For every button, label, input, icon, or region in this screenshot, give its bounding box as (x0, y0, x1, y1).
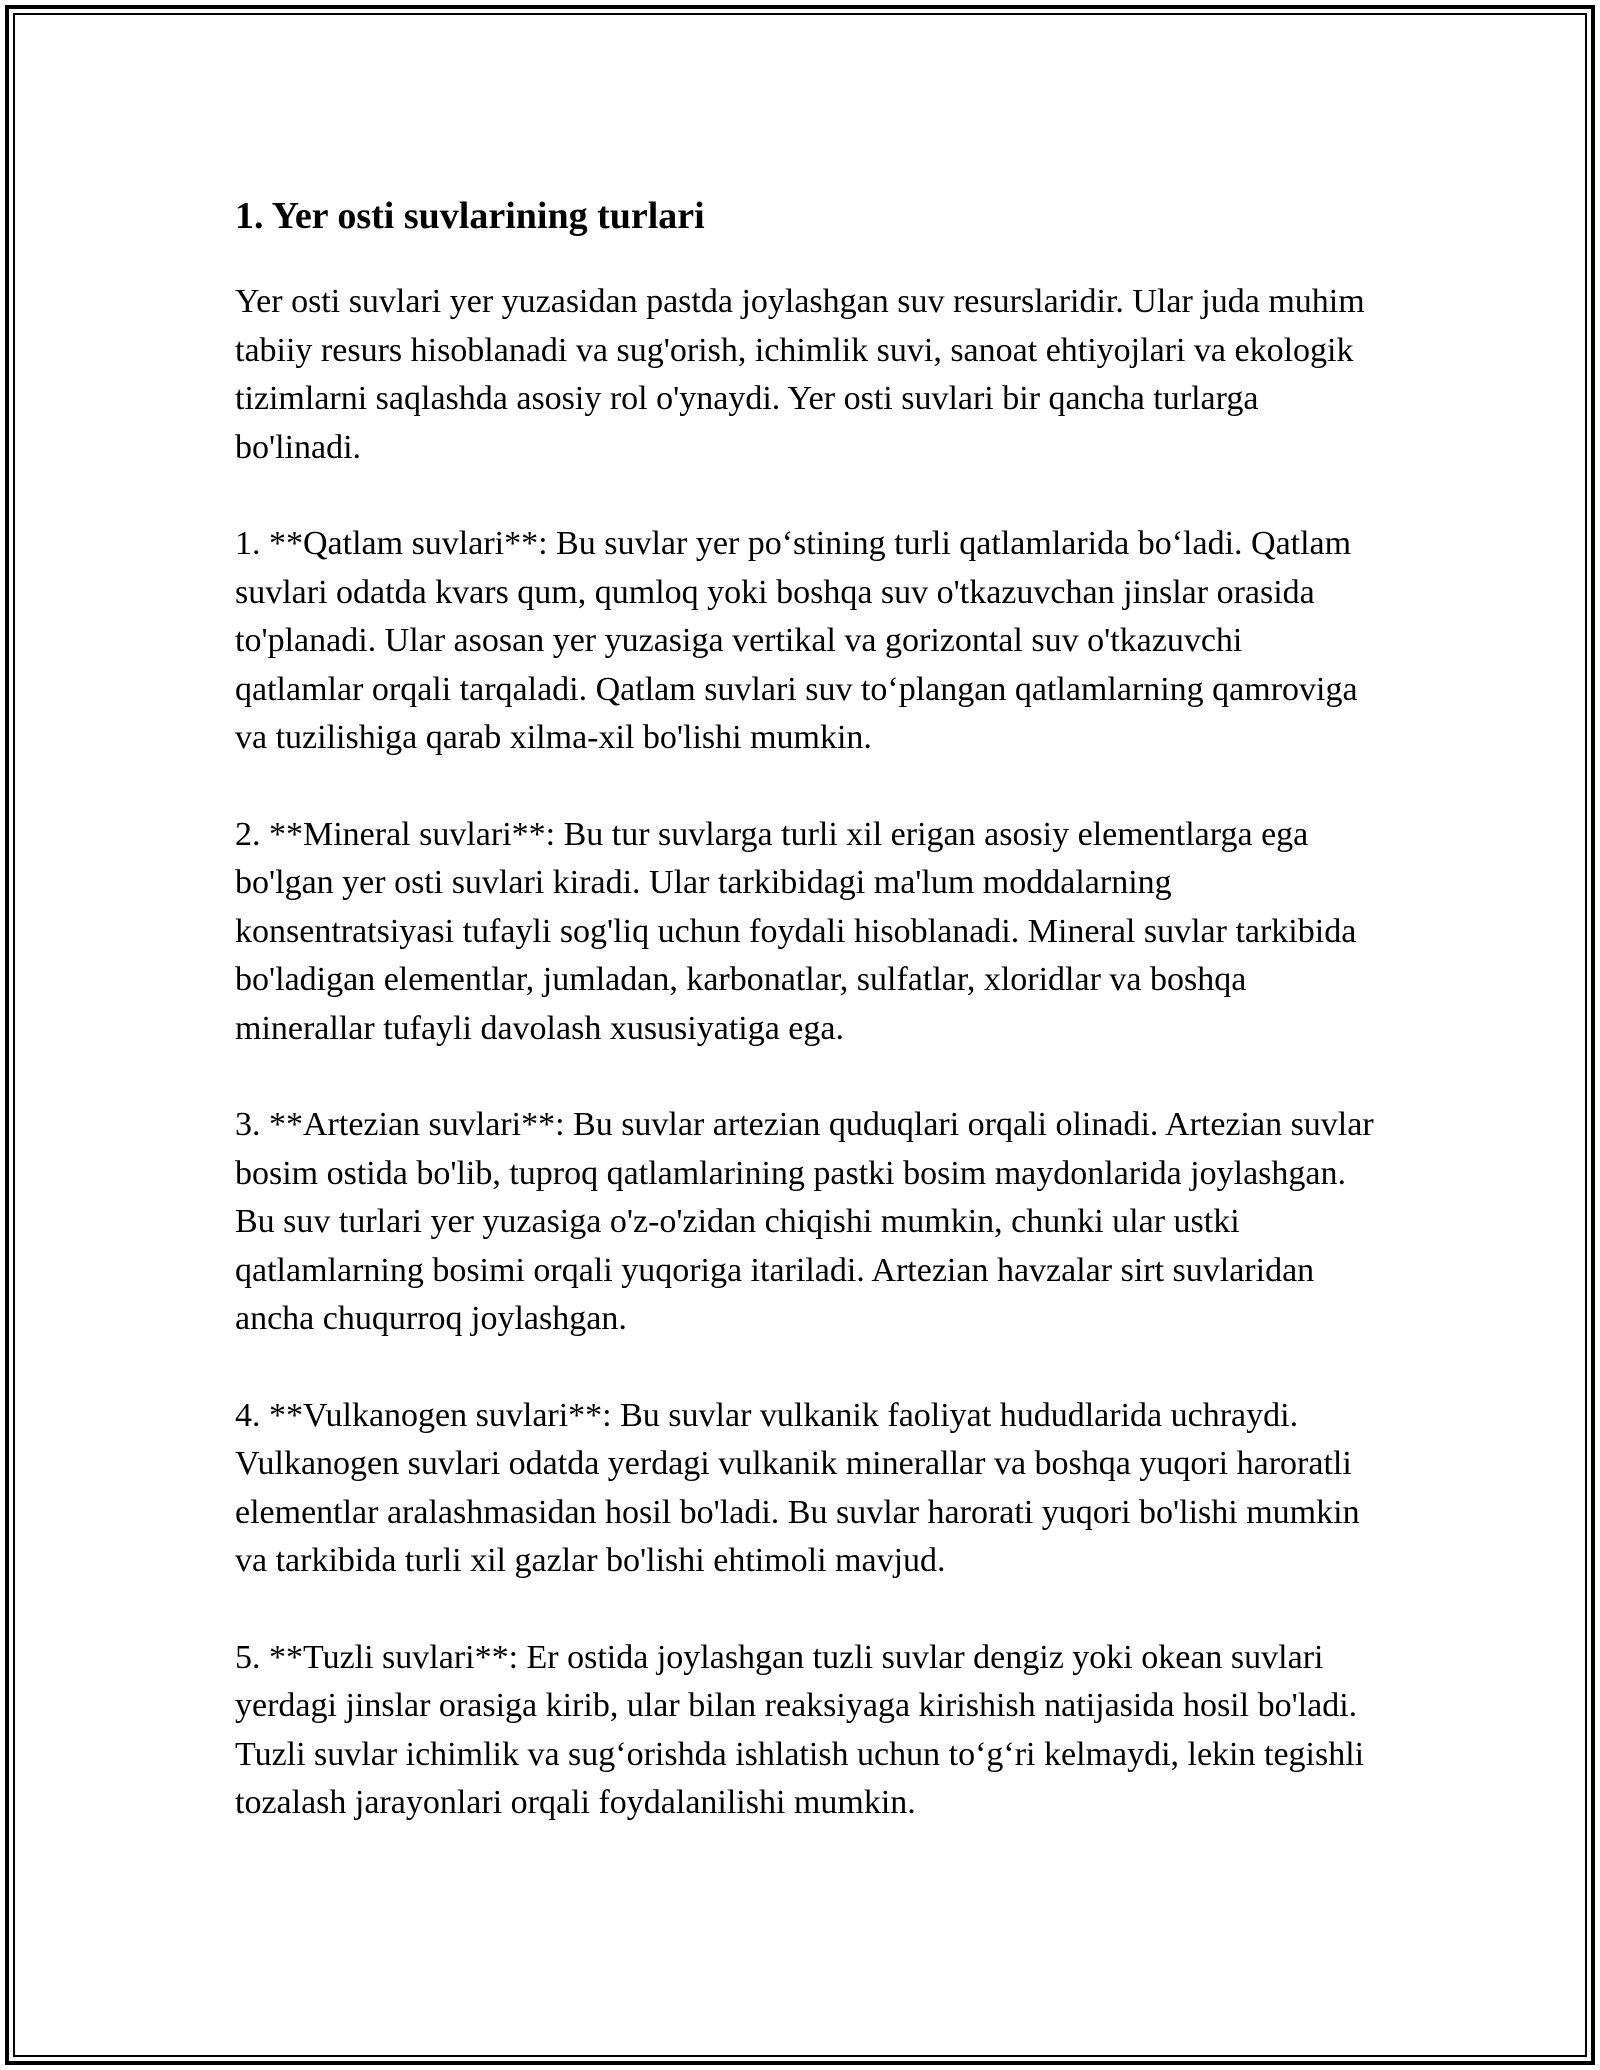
document-title: 1. Yer osti suvlarining turlari (235, 195, 705, 237)
intro-paragraph: Yer osti suvlari yer yuzasidan pastda joylashgan suv resurslaridir. Ular juda muhim tabiiy resurs hisoblanadi va sug'orish, ichimlik suvi, sanoat ehtiyojlari va ekologik tizimlarni saqlashda asosiy rol o'ynaydi. Yer osti suvlari bir qancha turlarga bo'linadi. (235, 283, 1365, 466)
document-body (235, 188, 1375, 1876)
paragraph-tuzli-suvlari: 5. **Tuzli suvlari**: Er ostida joylashgan tuzli suvlar dengiz yoki okean suvlari yerdagi jinslar orasiga kirib, ular bilan reaksiyaga kirishish natijasida hosil bo'ladi. Tuzli suvlar ichimlik va sug‘orishda ishlatish uchun to‘g‘ri kelmaydi, lekin tegishli tozalash jarayonlari orqali foydalanilishi mumkin. (235, 1638, 1365, 1821)
paragraph-mineral-suvlari: 2. **Mineral suvlari**: Bu tur suvlarga turli xil erigan asosiy elementlarga ega bo'lgan yer osti suvlari kiradi. Ular tarkibidagi ma'lum moddalarning konsentratsiyasi tufayli sog'liq uchun foydali hisoblanadi. Mineral suvlar tarkibida bo'ladigan elementlar, jumladan, karbonatlar, sulfatlar, xloridlar va boshqa minerallar tufayli davolash xususiyatiga ega. (235, 815, 1357, 1047)
paragraph-vulkanogen-suvlari: 4. **Vulkanogen suvlari**: Bu suvlar vulkanik faoliyat hududlarida uchraydi. Vulkanogen suvlari odatda yerdagi vulkanik minerallar va boshqa yuqori haroratli elementlar aralashmasidan hosil bo'ladi. Bu suvlar harorati yuqori bo'lishi mumkin va tarkibida turli xil gazlar bo'lishi ehtimoli mavjud. (235, 1396, 1360, 1579)
paragraph-artezian-suvlari: 3. **Artezian suvlari**: Bu suvlar artezian quduqlari orqali olinadi. Artezian suvlar bosim ostida bo'lib, tuproq qatlamlarining pastki bosim maydonlarida joylashgan. Bu suv turlari yer yuzasiga o'z-o'zidan chiqishi mumkin, chunki ular ustki qatlamlarning bosimi orqali yuqoriga itariladi. Artezian havzalar sirt suvlaridan ancha chuqurroq joylashgan. (235, 1106, 1374, 1337)
paragraph-qatlam-suvlari: 1. **Qatlam suvlari**: Bu suvlar yer po‘stining turli qatlamlarida bo‘ladi. Qatlam suvlari odatda kvars qum, qumloq yoki boshqa suv o'tkazuvchan jinslar orasida to'planadi. Ular asosan yer yuzasiga vertikal va gorizontal suv o'tkazuvchi qatlamlar orqali tarqaladi. Qatlam suvlari suv to‘plangan qatlamlarning qamroviga va tuzilishiga qarab xilma-xil bo'lishi mumkin. (235, 525, 1358, 756)
